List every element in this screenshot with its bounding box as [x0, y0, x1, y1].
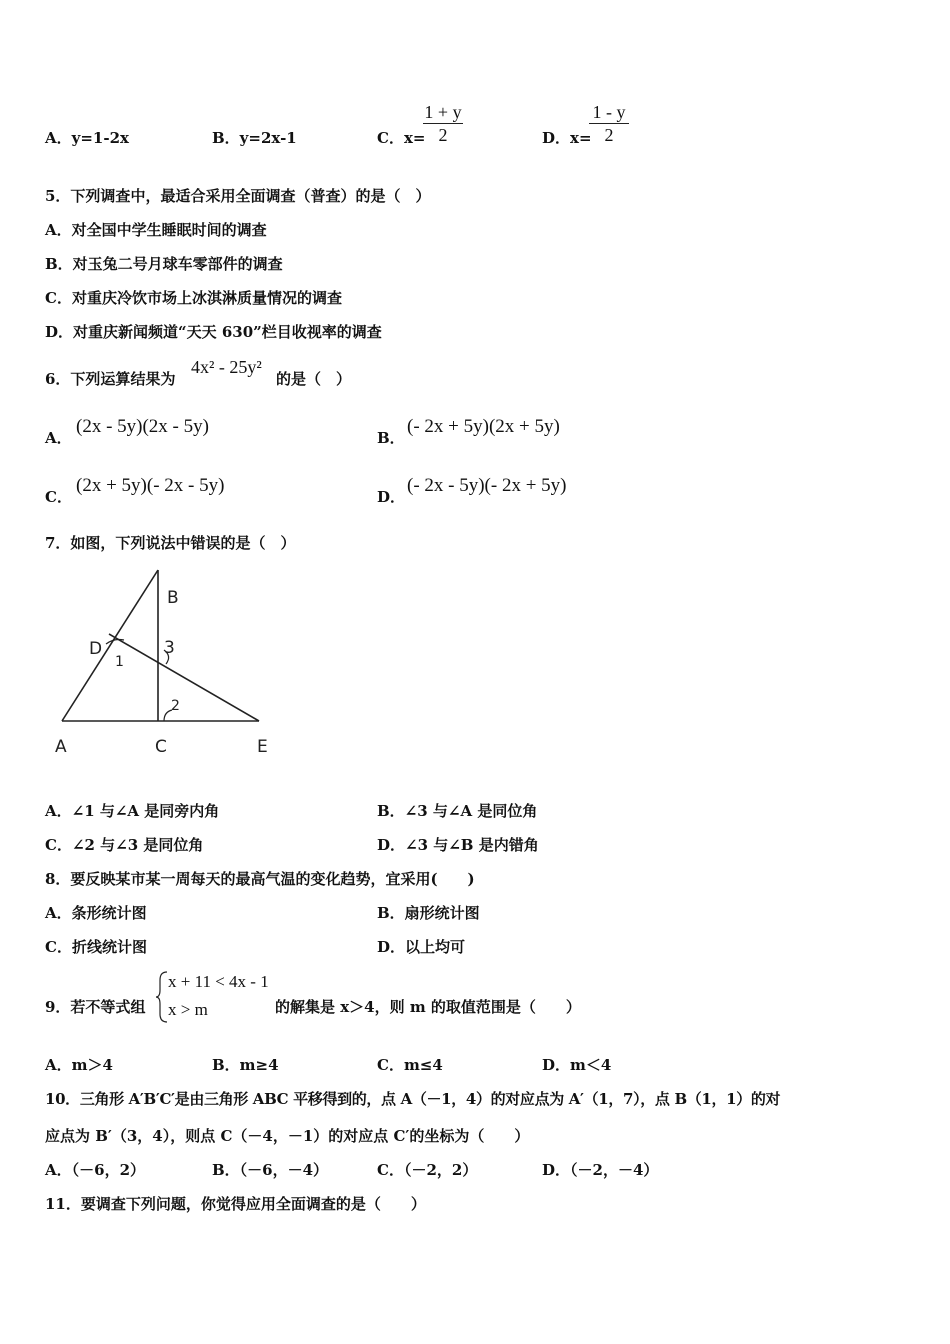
- q8-stem: 8．要反映某市某一周每天的最高气温的变化趋势，宜采用( ): [45, 870, 475, 888]
- q7-geometry-figure: [40, 560, 280, 760]
- q10-option-c: C．（－2，2）: [377, 1161, 478, 1179]
- figure-label: 1: [115, 654, 124, 670]
- q6-option-b-label: B．: [377, 429, 405, 447]
- q8-option-d: D．以上均可: [377, 938, 466, 956]
- q6-option-c-expression: (2x + 5y)(- 2x - 5y): [76, 475, 225, 496]
- q7-option-d: D．∠3 与∠B 是内错角: [377, 836, 539, 854]
- q10-stem-line-1: 10．三角形 A′B′C′是由三角形 ABC 平移得到的，点 A（－1，4）的对应点为 A′（1，7），点 B（1，1）的对: [45, 1090, 781, 1108]
- q9-option-c: C．m≤4: [377, 1056, 443, 1074]
- q4-c-numerator: 1 + y: [424, 102, 462, 122]
- q6-option-a-label: A．: [45, 429, 72, 447]
- q9-option-d: D．m＜4: [542, 1056, 612, 1074]
- q4-c-denominator: 2: [438, 125, 448, 145]
- q9-option-a: A．m＞4: [45, 1056, 113, 1074]
- figure-label: 3: [164, 638, 175, 658]
- q9-brace: [155, 970, 169, 1024]
- q9-stem-suffix: 的解集是 x＞4，则 m 的取值范围是（ ）: [275, 998, 581, 1016]
- q11-stem: 11．要调查下列问题，你觉得应用全面调查的是（ ）: [45, 1195, 426, 1213]
- q9-inequality-2: x > m: [168, 1000, 208, 1019]
- q6-target-expression: 4x² - 25y²: [191, 357, 262, 377]
- q4-d-denominator: 2: [604, 125, 614, 145]
- q8-option-b: B．扇形统计图: [377, 904, 480, 922]
- q6-option-d-expression: (- 2x - 5y)(- 2x + 5y): [407, 475, 567, 496]
- q7-option-a: A．∠1 与∠A 是同旁内角: [45, 802, 220, 820]
- q5-stem: 5．下列调查中，最适合采用全面调查（普查）的是（ ）: [45, 187, 431, 205]
- figure-label: D: [89, 639, 103, 659]
- line-de: [109, 634, 259, 721]
- q6-stem-prefix: 6．下列运算结果为: [45, 370, 176, 388]
- line-a-top: [62, 570, 158, 721]
- figure-label: A: [55, 737, 67, 757]
- q7-option-c: C．∠2 与∠3 是同位角: [45, 836, 204, 854]
- q5-option-a: A．对全国中学生睡眠时间的调查: [45, 221, 267, 239]
- q4-option-d-fraction: [589, 101, 629, 146]
- q6-option-d-label: D．: [377, 488, 406, 506]
- q5-option-c: C．对重庆冷饮市场上冰淇淋质量情况的调查: [45, 289, 342, 307]
- q4-option-b: B．y=2x-1: [212, 129, 297, 147]
- q10-option-b: B．（－6，－4）: [212, 1161, 329, 1179]
- q4-d-numerator: 1 - y: [589, 101, 629, 124]
- q10-stem-line-2: 应点为 B′（3，4），则点 C（－4，－1）的对应点 C′的坐标为（ ）: [45, 1127, 530, 1145]
- q6-option-c-label: C．: [45, 488, 72, 506]
- q9-inequality-1: x + 11 < 4x - 1: [168, 972, 269, 991]
- q9-option-b: B．m≥4: [212, 1056, 279, 1074]
- q4-option-c-fraction: [423, 101, 463, 146]
- q5-option-d: D．对重庆新闻频道“天天 630”栏目收视率的调查: [45, 323, 382, 341]
- q5-option-b: B．对玉兔二号月球车零部件的调查: [45, 255, 283, 273]
- q8-option-a: A．条形统计图: [45, 904, 147, 922]
- q4-option-d: D．x=: [542, 129, 592, 147]
- q7-stem: 7．如图，下列说法中错误的是（ ）: [45, 534, 296, 552]
- q8-option-c: C．折线统计图: [45, 938, 147, 956]
- q4-option-c: C．x=: [377, 129, 426, 147]
- figure-label: E: [257, 737, 268, 757]
- q10-option-d: D．（－2，－4）: [542, 1161, 659, 1179]
- q6-option-a-expression: (2x - 5y)(2x - 5y): [76, 416, 209, 437]
- figure-label: C: [155, 737, 167, 757]
- q10-option-a: A．（－6，2）: [45, 1161, 146, 1179]
- figure-label: B: [167, 588, 179, 608]
- figure-label: 2: [171, 698, 180, 714]
- q7-option-b: B．∠3 与∠A 是同位角: [377, 802, 538, 820]
- q9-stem-prefix: 9．若不等式组: [45, 998, 146, 1016]
- q6-stem-suffix: 的是（ ）: [276, 370, 352, 388]
- q4-option-a: A．y=1-2x: [45, 129, 129, 147]
- q6-option-b-expression: (- 2x + 5y)(2x + 5y): [407, 416, 560, 437]
